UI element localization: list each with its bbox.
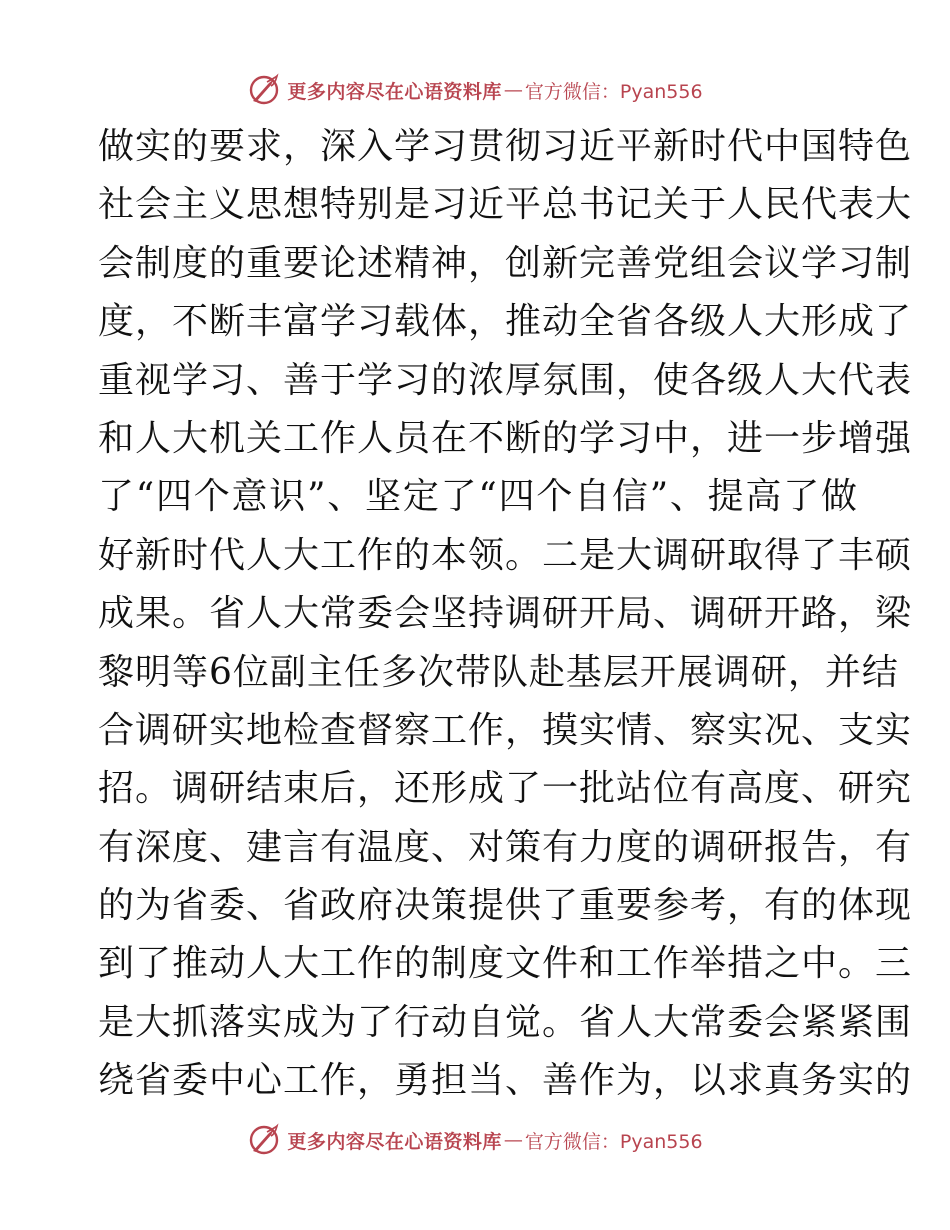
body-line: 绕省委中心工作，勇担当、善作为，以求真务实的 bbox=[98, 1060, 913, 1102]
body-line: 好新时代人大工作的本领。二是大调研取得了丰硕 bbox=[98, 534, 913, 576]
document-body bbox=[98, 118, 913, 1111]
body-line: 度，不断丰富学习载体，推动全省各级人大形成了 bbox=[98, 301, 913, 343]
body-line: 社会主义思想特别是习近平总书记关于人民代表大 bbox=[98, 184, 913, 226]
footer-watermark bbox=[0, 1120, 950, 1160]
watermark-separator: — bbox=[503, 1129, 523, 1151]
header-watermark bbox=[0, 70, 950, 110]
watermark-site-name: 更多内容尽在心语资料库 bbox=[287, 1130, 502, 1153]
body-line: 做实的要求，深入学习贯彻习近平新时代中国特色 bbox=[98, 126, 913, 167]
body-line: 合调研实地检查督察工作，摸实情、察实况、支实 bbox=[98, 709, 913, 751]
body-line: 了“四个意识”、坚定了“四个自信”、提高了做 bbox=[98, 476, 858, 518]
body-line: 是大抓落实成为了行动自觉。省人大常委会紧紧围 bbox=[98, 1001, 913, 1043]
body-line: 有深度、建言有温度、对策有力度的调研报告，有 bbox=[98, 826, 913, 868]
body-line: 重视学习、善于学习的浓厚氛围，使各级人大代表 bbox=[98, 359, 913, 401]
watermark-site-name: 更多内容尽在心语资料库 bbox=[287, 80, 502, 103]
body-line: 的为省委、省政府决策提供了重要参考，有的体现 bbox=[98, 885, 913, 927]
body-line: 会制度的重要论述精神，创新完善党组会议学习制 bbox=[98, 242, 913, 284]
quill-logo-icon bbox=[247, 1123, 281, 1157]
body-line: 和人大机关工作人员在不断的学习中，进一步增强 bbox=[98, 417, 913, 459]
quill-logo-icon bbox=[247, 73, 281, 107]
body-line: 成果。省人大常委会坚持调研开局、调研开路，梁 bbox=[98, 593, 913, 635]
body-line: 招。调研结束后，还形成了一批站位有高度、研究 bbox=[98, 768, 913, 810]
body-line: 到了推动人大工作的制度文件和工作举措之中。三 bbox=[98, 943, 913, 985]
watermark-separator: — bbox=[503, 79, 523, 101]
watermark-wechat: 官方微信：Pyan556 bbox=[524, 80, 703, 103]
body-line: 黎明等6位副主任多次带队赴基层开展调研，并结 bbox=[98, 651, 899, 693]
watermark-wechat: 官方微信：Pyan556 bbox=[524, 1130, 703, 1153]
